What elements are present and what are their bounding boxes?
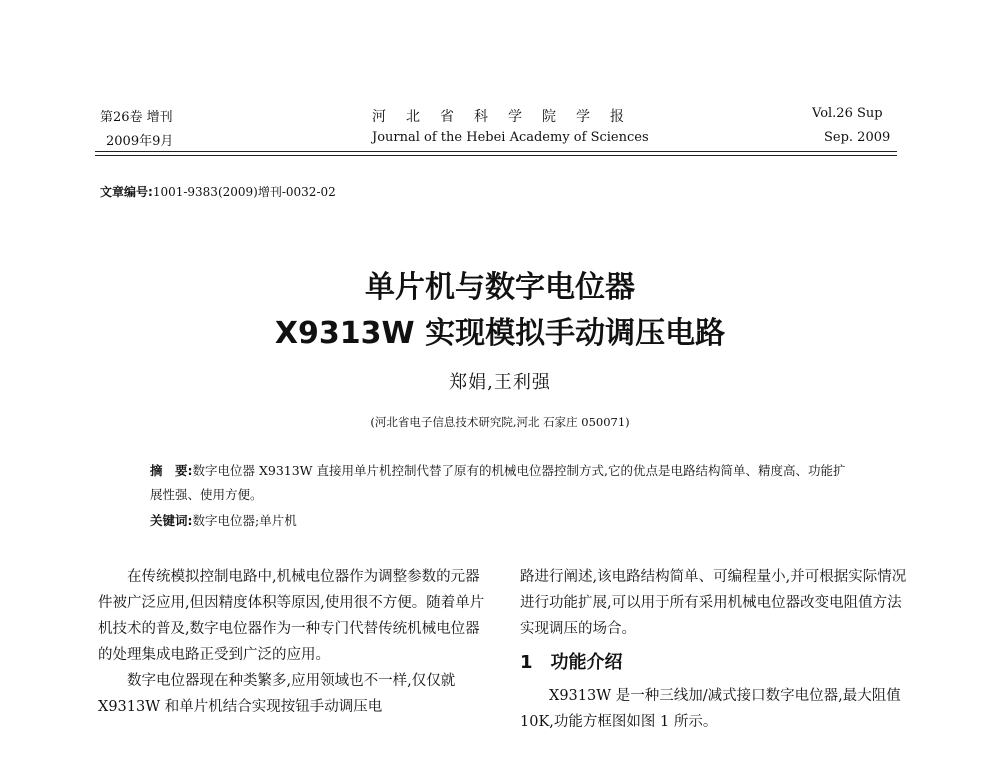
paragraph: 路进行阐述,该电路结构简单、可编程量小,并可根据实际情况进行功能扩展,可以用于所有采用机械电位器改变电阻值方法实现调压的场合。 bbox=[520, 569, 907, 637]
abstract-label: 摘 要: bbox=[150, 463, 193, 478]
keywords-text: 数字电位器;单片机 bbox=[192, 513, 297, 528]
keywords bbox=[150, 509, 850, 533]
date-cn: 2009年9月 bbox=[106, 134, 174, 149]
paragraph: X9313W 是一种三线加/减式接口数字电位器,最大阻值 10K,功能方框图如图 1 所示。 bbox=[520, 688, 901, 730]
body-left-column bbox=[98, 564, 488, 720]
article-number-value: 1001-9383(2009)增刊-0032-02 bbox=[152, 185, 336, 199]
body-right-column bbox=[520, 564, 910, 735]
keywords-label: 关键词: bbox=[150, 513, 193, 528]
header-rule-top bbox=[95, 151, 897, 152]
paragraph: 数字电位器现在种类繁多,应用领域也不一样,仅仅就 X9313W 和单片机结合实现按钮手动调压电 bbox=[98, 673, 456, 715]
date-en: Sep. 2009 bbox=[824, 130, 891, 145]
abstract bbox=[150, 459, 850, 507]
paragraph: 在传统模拟控制电路中,机械电位器作为调整参数的元器件被广泛应用,但因精度体积等原因,使用很不方便。随着单片机技术的普及,数字电位器作为一种专门代替传统机械电位器的处理集成电路正受到广泛的应用。 bbox=[98, 569, 485, 663]
volume-cn: 第26卷 增刊 bbox=[100, 110, 173, 125]
header-rule-bottom bbox=[95, 155, 897, 156]
affiliation: (河北省电子信息技术研究院,河北 石家庄 050071) bbox=[370, 415, 630, 429]
title-line-2: X9313W 实现模拟手动调压电路 bbox=[274, 316, 726, 351]
journal-title-cn: 河北省科学院学报 bbox=[372, 109, 644, 125]
authors: 郑娟,王利强 bbox=[449, 372, 551, 393]
section-number: 1 bbox=[520, 652, 533, 673]
abstract-text: 数字电位器 X9313W 直接用单片机控制代替了原有的机械电位器控制方式,它的优点是电路结构简单、精度高、功能扩展性强、使用方便。 bbox=[150, 463, 846, 502]
journal-title-en: Journal of the Hebei Academy of Sciences bbox=[372, 130, 649, 145]
section-heading bbox=[520, 650, 910, 677]
article-number-label: 文章编号: bbox=[100, 185, 153, 199]
title-line-1: 单片机与数字电位器 bbox=[365, 270, 635, 305]
section-title: 功能介绍 bbox=[550, 652, 623, 673]
volume-en: Vol.26 Sup bbox=[812, 106, 883, 121]
article-number bbox=[100, 183, 336, 200]
